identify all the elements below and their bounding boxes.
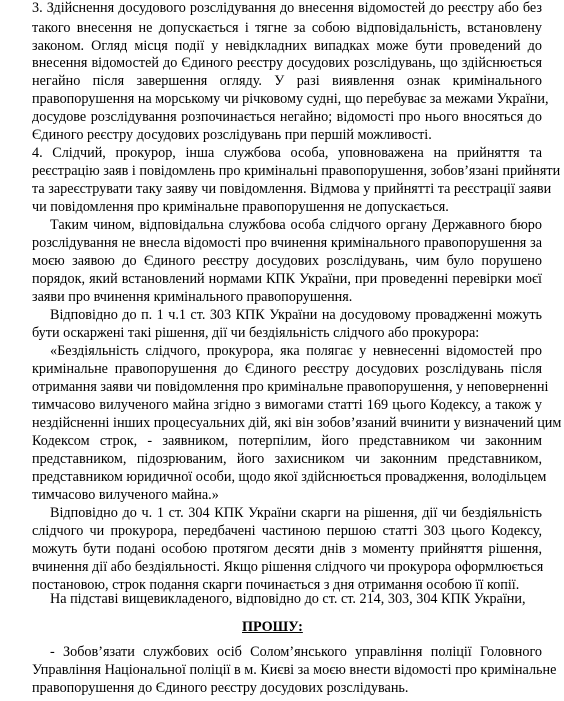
text-line: «Бездіяльність слідчого, прокурора, яка полягає у невнесенні відомостей про	[50, 343, 542, 359]
text-line: розслідування не внесла відомості про вчинення кримінального правопорушення за	[32, 235, 542, 251]
request-heading: ПРОШУ:	[242, 619, 303, 635]
text-line: порядок, який встановлений нормами КПК України, при проведенні перевірки моєї	[32, 271, 542, 287]
text-line: нездійсненні інших процесуальних дій, які він зобов’язаний вчинити у визначений цим	[32, 415, 562, 431]
text-line: можуть бути подані особою протягом десяти днів з моменту прийняття рішення,	[32, 541, 542, 557]
text-line: Єдиного реєстру досудових розслідувань при першій можливості.	[32, 127, 432, 143]
text-line: внесення відомостей до Єдиного реєстру досудових розслідувань, що здійснюється	[32, 55, 542, 71]
text-line: представником юридичної особи, щодо якої здійснюється провадження, володільцем	[32, 469, 547, 485]
text-line: тимчасово вилученого майна згідно з вимогами статті 169 цього Кодексу, а також у	[32, 397, 542, 413]
text-line: постановою, строк подання скарги починається з дня отримання особою її копії.	[32, 577, 520, 593]
text-line: Кодексом строк, - заявником, потерпілим, його представником чи законним	[32, 433, 542, 449]
text-line: слідчого чи прокурора, передбачені частиною першою статті 303 цього Кодексу,	[32, 523, 542, 539]
text-line: правопорушення на морському чи річковому судні, що перебуває за межами України,	[32, 91, 549, 107]
text-line: негайно після завершення огляду. У разі виявлення ознак кримінального	[32, 73, 542, 89]
text-line: досудове розслідування розпочинається негайно; відомості про нього вносяться до	[32, 109, 542, 125]
text-line: Управління Національної поліції в м. Києві за моєю внести відомості про кримінальне	[32, 662, 557, 678]
text-line: бути оскаржені такі рішення, дії чи бездіяльність слідчого або прокурора:	[32, 325, 480, 341]
text-line: Відповідно до ч. 1 ст. 304 КПК України скарги на рішення, дії чи бездіяльність	[50, 505, 542, 521]
text-line: вчинення дії або бездіяльності. Якщо рішення слідчого чи прокурора оформлюється	[32, 559, 544, 575]
text-line: 3. Здійснення досудового розслідування до внесення відомостей до реєстру або без	[32, 0, 542, 16]
text-line: кримінальне правопорушення до Єдиного реєстру досудових розслідувань після	[32, 361, 542, 377]
text-line: тимчасово вилученого майна.»	[32, 487, 219, 503]
text-line: законом. Огляд місця події у невідкладних випадках може бути проведений до	[32, 38, 542, 54]
text-line: чи повідомлення про кримінальне правопорушення не допускається.	[32, 199, 449, 215]
text-line: Відповідно до п. 1 ч.1 ст. 303 КПК України на досудовому провадженні можуть	[50, 307, 542, 323]
text-line: отримання заяви чи повідомлення про кримінальне правопорушення, у неповерненні	[32, 379, 549, 395]
text-line: заяви про вчинення кримінального правопорушення.	[32, 289, 353, 305]
text-line: На підставі вищевикладеного, відповідно до ст. ст. 214, 303, 304 КПК України,	[50, 591, 526, 607]
text-line: 4. Слідчий, прокурор, інша службова особа, уповноважена на прийняття та	[32, 145, 542, 161]
text-line: правопорушення до Єдиного реєстру досудових розслідувань.	[32, 680, 409, 696]
text-line: та зареєструвати таку заяву чи повідомлення. Відмова у прийнятті та реєстрації заяви	[32, 181, 552, 197]
text-line: моєю заявою до Єдиного реєстру досудових розслідувань, чим було порушено	[32, 253, 542, 269]
text-line: - Зобов’язати службових осіб Солом’янського управління поліції Головного	[50, 644, 542, 660]
text-line: Таким чином, відповідальна службова особа слідчого органу Державного бюро	[50, 217, 542, 233]
text-line: реєстрацію заяв і повідомлень про кримінальні правопорушення, зобов’язані прийняти	[32, 163, 561, 179]
text-line: такого внесення не допускається і тягне за собою відповідальність, встановлену	[32, 20, 542, 36]
text-line: представником, підозрюваним, його захисником чи законним представником,	[32, 451, 542, 467]
